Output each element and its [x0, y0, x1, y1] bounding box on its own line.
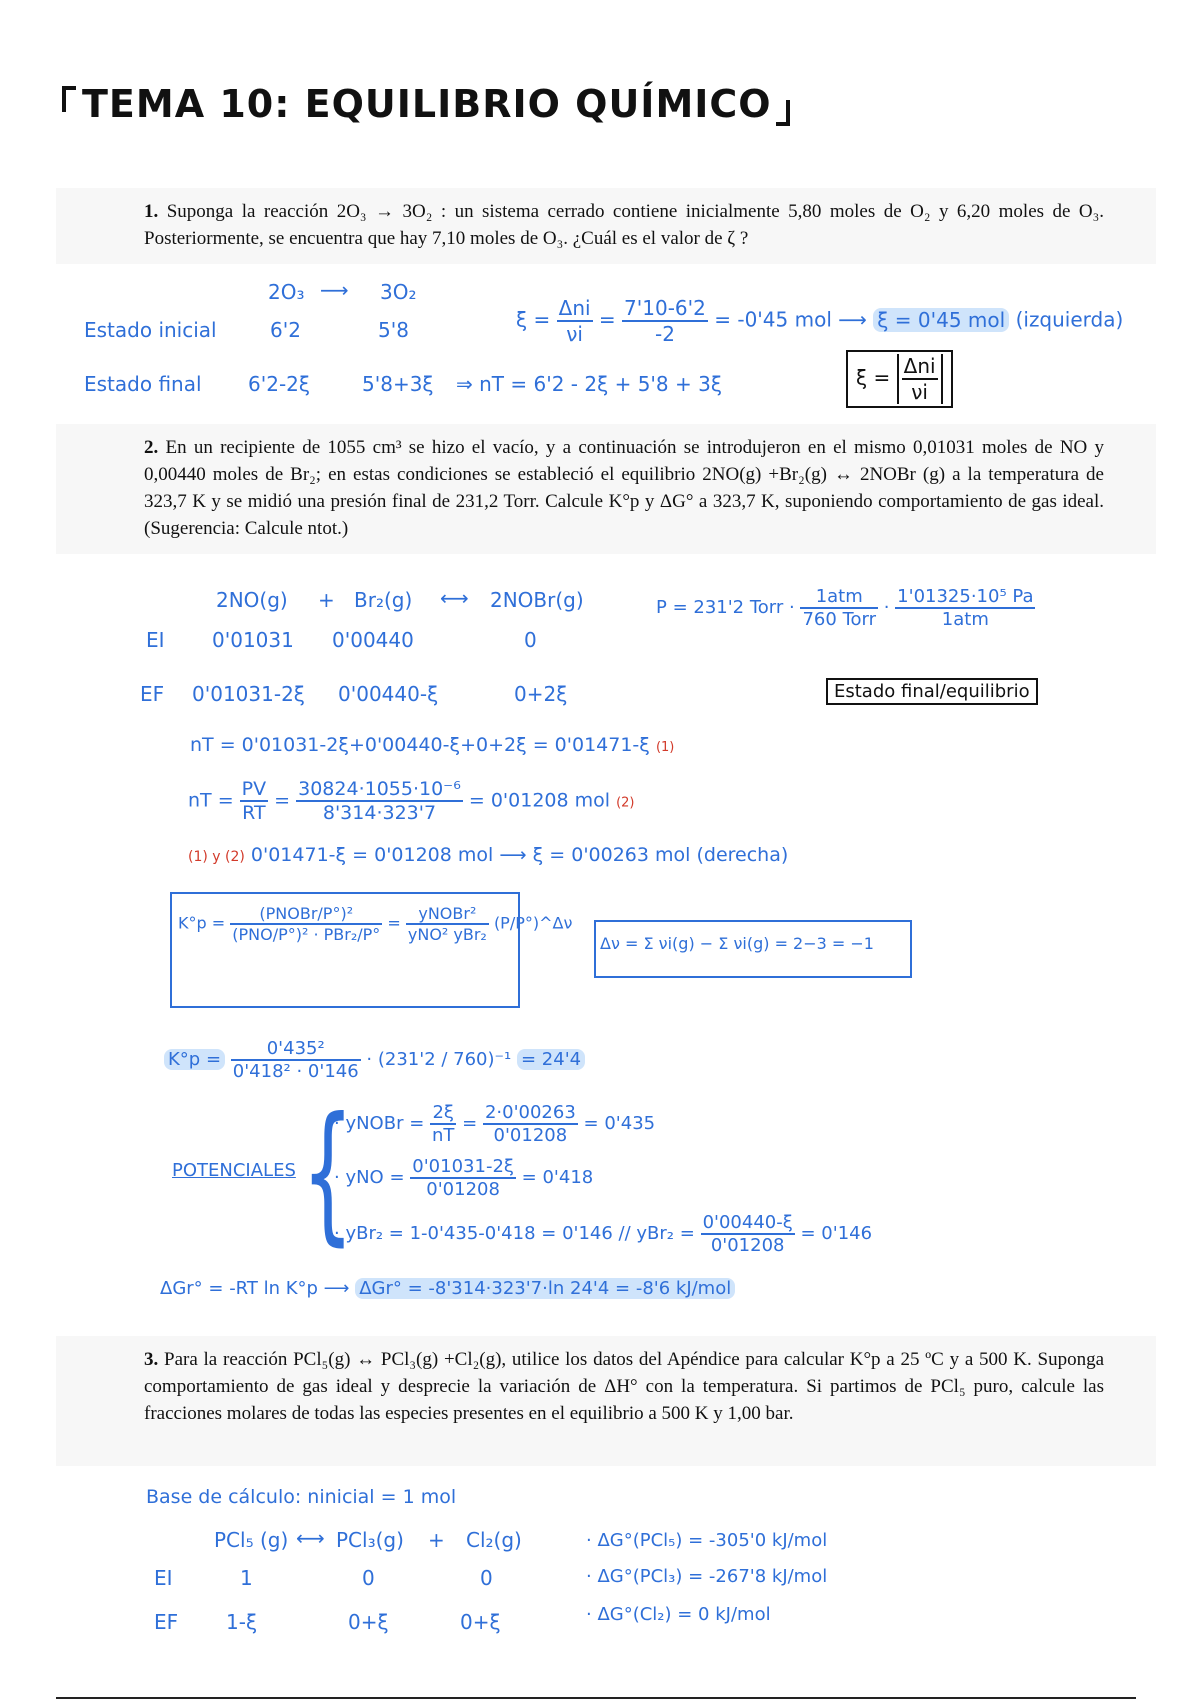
sol3-arrow: ⟷ — [296, 1526, 325, 1550]
sol3-ef: EF — [154, 1610, 179, 1634]
sol3-g-pcl5: · ΔG°(PCl₅) = -305'0 kJ/mol — [586, 1530, 828, 1551]
sol2-ef-r2: 0'00440-ξ — [338, 682, 439, 706]
sol3-g-cl2: · ΔG°(Cl₂) = 0 kJ/mol — [586, 1604, 771, 1625]
sol1-boxed-formula: ξ = $\frac{\text{Δni}}{\nu i}$ — [846, 350, 953, 408]
problem-2 — [56, 424, 1156, 554]
sol2-r1: 2NO(g) — [216, 588, 288, 612]
sol3-p1: PCl₃(g) — [336, 1528, 404, 1552]
xi-result: ξ = 0'45 mol — [873, 308, 1009, 332]
sol2-ei-r2: 0'00440 — [332, 628, 414, 652]
problem-3 — [56, 1336, 1156, 1466]
page-title — [62, 82, 790, 126]
delta-g: ΔGr° = -RT ln K°p ⟶ ΔGr° = -8'314·323'7·ln 24'4 = -8'6 kJ/mol — [160, 1278, 735, 1299]
xi-direction: (izquierda) — [1015, 307, 1124, 332]
problem-number: 1. — [144, 201, 159, 222]
sol3-ei-p1: 0 — [362, 1566, 375, 1590]
dnu-formula: Δν = Σ νi(g) − Σ νi(g) = 2−3 = −1 — [600, 934, 874, 953]
sol1-final-r: 6'2-2ξ — [248, 372, 311, 396]
sol1-nt: ⇒ nT = 6'2 - 2ξ + 5'8 + 3ξ — [456, 372, 723, 396]
sol1-arrow: ⟶ — [320, 278, 349, 302]
sol3-ei-r1: 1 — [240, 1566, 253, 1590]
sol2-p1: 2NOBr(g) — [490, 588, 584, 612]
sol1-reactant: 2O₃ — [268, 280, 305, 304]
sol2-ei-p1: 0 — [524, 628, 537, 652]
sol2-ef-p1: 0+2ξ — [514, 682, 568, 706]
y-nobr: · yNOBr = $\frac{2\xi}{nT}$ = $\frac{2\cdot 0'00263}{0'01208}$ = 0'435 — [334, 1102, 656, 1146]
problem-number: 2. — [144, 437, 159, 458]
sol2-pressure: P = 231'2 Torr · $\frac{\text{1atm}}{\text{760 Torr}}$ · $\frac{\text{1'01325·10⁵ Pa}}{\text{1atm}}$ — [656, 586, 1034, 630]
sol2-nt1: nT = 0'01031-2ξ+0'00440-ξ+0+2ξ = 0'01471-ξ (1) — [190, 734, 675, 756]
sol1-final-label: Estado final — [84, 372, 202, 396]
sol2-ei-r1: 0'01031 — [212, 628, 294, 652]
xi-value: = -0'45 mol ⟶ — [714, 307, 867, 332]
sol3-g-pcl3: · ΔG°(PCl₃) = -267'8 kJ/mol — [586, 1566, 828, 1587]
sol1-final-p: 5'8+3ξ — [362, 372, 434, 396]
sol1-initial-label: Estado inicial — [84, 318, 217, 342]
sol3-ei-p2: 0 — [480, 1566, 493, 1590]
sol3-ef-p2: 0+ξ — [460, 1610, 501, 1634]
sol2-plus: + — [318, 588, 335, 612]
potenciales-brace: { — [301, 1086, 354, 1260]
state-box: Estado final/equilibrio — [826, 678, 1038, 705]
sol2-ef-r1: 0'01031-2ξ — [192, 682, 305, 706]
problem-text: En un recipiente de 1055 cm³ se hizo el vacío, y a continuación se introdujeron en el mismo 0,01031 moles de NO y 0,00440 moles de Br₂; en estas condiciones se estableció el equilibrio 2NO(g) +Br₂(g) ↔ 2NOBr (g) a la temperatura de 323,7 K y se midió una presión final de 231,2 Torr. Calcule K°p y ΔG° a 323,7 K, suponiendo comportamiento de gas ideal. (Sugerencia: Calcule ntot.) — [144, 437, 1105, 539]
sol2-combine: (1) y (2) 0'01471-ξ = 0'01208 mol ⟶ ξ = 0'00263 mol (derecha) — [188, 844, 789, 866]
sol3-p2: Cl₂(g) — [466, 1528, 522, 1552]
sol3-ef-p1: 0+ξ — [348, 1610, 389, 1634]
kp-calc: K°p = $\frac{\text{0'435²}}{\text{0'418² · 0'146}}$ · (231'2 / 760)⁻¹ = 24'4 — [164, 1038, 585, 1082]
sol2-arrow: ⟷ — [440, 586, 469, 610]
sol3-base: Base de cálculo: ninicial = 1 mol — [146, 1486, 457, 1508]
xi-frac-1: $\frac{\text{Δni}}{\nu i}$ — [558, 296, 591, 346]
sol3-ef-r1: 1-ξ — [226, 1610, 258, 1634]
sol1-initial-r: 6'2 — [270, 318, 301, 342]
sol3-r1: PCl₅ (g) — [214, 1528, 289, 1552]
problem-text: Suponga la reacción 2O₃ → 3O₂ : un sistema cerrado contiene inicialmente 5,80 moles de O₂ y 6,20 moles de O₃. Posteriormente, se encuentra que hay 7,10 moles de O₃. ¿Cuál es el valor de ζ ? — [144, 201, 1105, 249]
sol3-plus: + — [428, 1528, 445, 1552]
sol2-ef: EF — [140, 682, 165, 706]
y-no: · yNO = $\frac{0'01031-2\xi}{0'01208}$ = 0'418 — [334, 1156, 594, 1200]
problem-1 — [56, 188, 1156, 264]
sol2-r2: Br₂(g) — [354, 588, 413, 612]
y-br2: · yBr₂ = 1-0'435-0'418 = 0'146 // yBr₂ = $\frac{0'00440-\xi}{0'01208}$ = 0'146 — [334, 1212, 873, 1256]
sol1-initial-p: 5'8 — [378, 318, 409, 342]
sol3-ei: EI — [154, 1566, 173, 1590]
problem-number: 3. — [144, 1349, 159, 1370]
sol1-product: 3O₂ — [380, 280, 417, 304]
sol1-xi-eq: ξ = $\frac{\text{Δni}}{\nu i}$ = $\frac{7'10-6'2}{-2}$ = -0'45 mol ⟶ ξ = 0'45 mol (izquierda) — [516, 296, 1124, 346]
sol2-nt2: nT = $\frac{PV}{RT}$ = $\frac{\text{30824·1055·10⁻⁶}}{8'314\cdot 323'7}$ = 0'01208 mol (2) — [188, 778, 635, 824]
title-text: TEMA 10: EQUILIBRIO QUÍMICO — [82, 82, 772, 126]
xi-lhs: ξ = — [516, 307, 551, 332]
potenciales-label: POTENCIALES — [172, 1160, 296, 1181]
title-bracket-right — [776, 100, 790, 126]
title-bracket-left — [62, 86, 76, 112]
sol2-ei: EI — [146, 628, 165, 652]
problem-text: Para la reacción PCl₅(g) ↔ PCl₃(g) +Cl₂(g), utilice los datos del Apéndice para calcular K°p a 25 ºC y a 500 K. Suponga comportamiento de gas ideal y desprecie la variación de ΔH° con la temperatura. Si partimos de PCl₅ puro, calcule las fracciones molares de todas las especies presentes en el equilibrio a 500 K y 1,00 bar. — [144, 1349, 1105, 1424]
page-bottom-rule — [56, 1697, 1136, 1699]
kp-formula: K°p = $\frac{\text{(PNOBr/P°)²}}{\text{(PNO/P°)² · PBr₂/P°}}$ = $\frac{\text{yNOBr²}}{\text{yNO² yBr₂}}$ (P/P°)^Δν — [178, 904, 573, 944]
xi-frac-2: $\frac{7'10-6'2}{-2}$ — [624, 296, 706, 346]
